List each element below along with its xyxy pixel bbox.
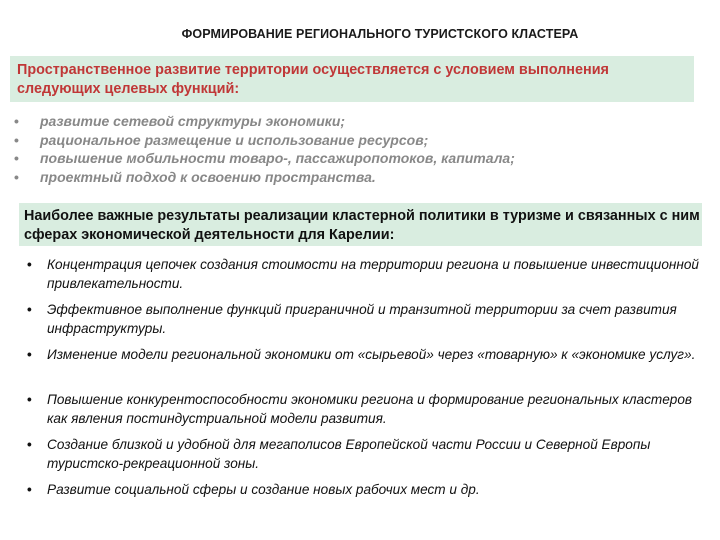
list-item: [14, 112, 515, 131]
section1-heading: Пространственное развитие территории осуществляется с условием выполнения следующих целевых функций:: [10, 56, 694, 102]
bullet-icon: •: [14, 150, 19, 167]
list-item: [27, 346, 707, 365]
list-item: [27, 256, 707, 293]
bullet-icon: •: [27, 392, 32, 407]
slide-title: ФОРМИРОВАНИЕ РЕГИОНАЛЬНОГО ТУРИСТСКОГО КЛАСТЕРА: [181, 27, 579, 41]
list-item: [27, 301, 707, 338]
list-item: [27, 481, 707, 500]
list-item-text: развитие сетевой структуры экономики;: [40, 113, 346, 129]
list-item-text: проектный подход к освоению пространства.: [40, 168, 376, 185]
bullet-icon: •: [27, 482, 32, 497]
section2-heading: Наиболее важные результаты реализации кластерной политики в туризме и связанных с ним сферах экономической деятельности для Карелии:: [19, 203, 702, 246]
list-item-text: рациональное размещение и использование ресурсов;: [40, 131, 429, 148]
section1-list: [14, 112, 515, 186]
list-item-text: повышение мобильности товаро-, пассажиропотоков, капитала;: [40, 150, 515, 167]
bullet-icon: •: [27, 257, 32, 272]
bullet-icon: •: [27, 437, 32, 452]
bullet-icon: •: [27, 302, 32, 317]
list-item-text: Эффективное выполнение функций приграничной и транзитной территории за счет развития инфраструктуры.: [47, 302, 677, 336]
list-item-text: Изменение модели региональной экономики от «сырьевой» через «товарную» к «экономике услуг».: [47, 347, 696, 362]
bullet-icon: •: [14, 131, 19, 148]
bullet-icon: •: [14, 168, 19, 185]
bullet-icon: •: [27, 347, 32, 362]
list-item: [14, 149, 515, 168]
list-item-text: Повышение конкурентоспособности экономики региона и формирование региональных кластеров как явления постиндустриальной модели развития.: [47, 392, 692, 426]
bullet-icon: •: [14, 113, 19, 129]
list-item-text: Развитие социальной сферы и создание новых рабочих мест и др.: [47, 482, 480, 497]
list-item-text: Концентрация цепочек создания стоимости на территории региона и повышение инвестиционной привлекательности.: [47, 257, 699, 291]
list-item: [27, 436, 707, 473]
list-item-text: Создание близкой и удобной для мегаполисов Европейской части России и Северной Европы туристско-рекреационной зоны.: [47, 437, 651, 471]
list-item: [14, 131, 515, 150]
list-item: [27, 391, 707, 428]
list-item: [14, 168, 515, 187]
